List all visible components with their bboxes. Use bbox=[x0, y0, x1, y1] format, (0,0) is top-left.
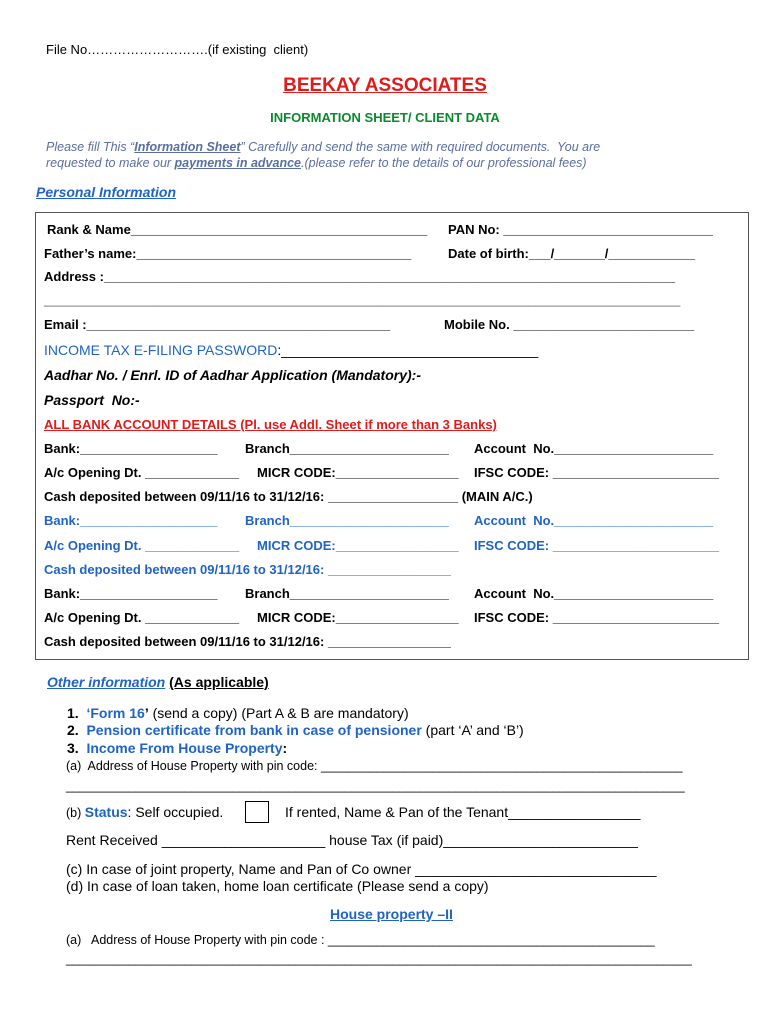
personal-info-heading: Personal Information bbox=[36, 184, 177, 200]
email-field[interactable]: Email :__________________________________________ bbox=[44, 317, 391, 332]
bank-2-ifsc-field[interactable]: IFSC CODE: _______________________ bbox=[474, 538, 720, 553]
bank-2-micr-field[interactable]: MICR CODE:_________________ bbox=[257, 538, 459, 553]
bank-3-account-field[interactable]: Account No.______________________ bbox=[474, 586, 714, 601]
house-property-2-heading: House property –II bbox=[330, 906, 453, 922]
bank-2-opening-field[interactable]: A/c Opening Dt. _____________ bbox=[44, 538, 240, 553]
list-item-form16: 1. ‘Form 16’ (send a copy) (Part A & B are mandatory) bbox=[67, 705, 409, 721]
bank-2-name-field[interactable]: Bank:___________________ bbox=[44, 513, 218, 528]
bank-2-account-field[interactable]: Account No.______________________ bbox=[474, 513, 714, 528]
intro-line-2: requested to make our payments in advance.(please refer to the details of our professional fees) bbox=[46, 156, 587, 170]
bank-1-branch-field[interactable]: Branch______________________ bbox=[245, 441, 449, 456]
house-property-address-field[interactable]: (a) Address of House Property with pin code: ____________________________________________________ bbox=[66, 759, 683, 773]
list-item-pension: 2. Pension certificate from bank in case of pensioner (part ‘A’ and ‘B’) bbox=[67, 722, 524, 738]
house-property-2-address-line-2[interactable]: __________________________________________________________________________________________ bbox=[66, 952, 692, 966]
bank-1-ifsc-field[interactable]: IFSC CODE: _______________________ bbox=[474, 465, 720, 480]
bank-2-cash-deposit-field[interactable]: Cash deposited between 09/11/16 to 31/12/16: _________________ bbox=[44, 562, 451, 577]
pan-field[interactable]: PAN No: _____________________________ bbox=[448, 222, 714, 237]
bank-3-cash-deposit-field[interactable]: Cash deposited between 09/11/16 to 31/12/16: _________________ bbox=[44, 634, 451, 649]
rank-name-field[interactable]: Rank & Name_________________________________________ bbox=[47, 222, 428, 237]
passport-label: Passport No:- bbox=[44, 392, 140, 408]
bank-1-name-field[interactable]: Bank:___________________ bbox=[44, 441, 218, 456]
date-of-birth-field[interactable]: Date of birth:___/_______/____________ bbox=[448, 246, 696, 261]
efiling-password-field[interactable]: INCOME TAX E-FILING PASSWORD:_________________________________ bbox=[44, 342, 539, 358]
bank-1-micr-field[interactable]: MICR CODE:_________________ bbox=[257, 465, 459, 480]
joint-property-field[interactable]: (c) In case of joint property, Name and Pan of Co owner _______________________________ bbox=[66, 861, 657, 877]
self-occupied-checkbox[interactable] bbox=[245, 801, 269, 823]
home-loan-label: (d) In case of loan taken, home loan certificate (Please send a copy) bbox=[66, 878, 489, 894]
house-property-2-address-field[interactable]: (a) Address of House Property with pin code : _______________________________________________ bbox=[66, 933, 655, 947]
father-name-field[interactable]: Father’s name:______________________________________ bbox=[44, 246, 412, 261]
bank-1-opening-field[interactable]: A/c Opening Dt. _____________ bbox=[44, 465, 240, 480]
status-label: (b) Status: Self occupied. bbox=[66, 804, 224, 820]
bank-2-branch-field[interactable]: Branch______________________ bbox=[245, 513, 449, 528]
address-field[interactable]: Address :_______________________________________________________________________________ bbox=[44, 269, 676, 284]
bank-1-account-field[interactable]: Account No.______________________ bbox=[474, 441, 714, 456]
intro-line-1: Please fill This “Information Sheet” Carefully and send the same with required documents. You are bbox=[46, 140, 601, 154]
aadhar-label: Aadhar No. / Enrl. ID of Aadhar Application (Mandatory):- bbox=[44, 367, 421, 383]
document-subtitle: INFORMATION SHEET/ CLIENT DATA bbox=[270, 110, 500, 125]
bank-details-heading: ALL BANK ACCOUNT DETAILS (Pl. use Addl. Sheet if more than 3 Banks) bbox=[44, 417, 497, 432]
bank-3-ifsc-field[interactable]: IFSC CODE: _______________________ bbox=[474, 610, 720, 625]
company-name: BEEKAY ASSOCIATES bbox=[283, 75, 487, 96]
rent-received-field[interactable]: Rent Received _____________________ house Tax (if paid)_________________________ bbox=[66, 832, 638, 848]
other-info-heading: Other information (As applicable) bbox=[47, 674, 269, 690]
house-property-address-line-2[interactable]: _________________________________________________________________________________________ bbox=[66, 779, 685, 793]
address-line-2[interactable]: ________________________________________________________________________________________ bbox=[44, 292, 681, 307]
bank-3-branch-field[interactable]: Branch______________________ bbox=[245, 586, 449, 601]
list-item-house-property: 3. Income From House Property: bbox=[67, 740, 288, 756]
tenant-details-field[interactable]: If rented, Name & Pan of the Tenant_________________ bbox=[285, 804, 641, 820]
bank-3-name-field[interactable]: Bank:___________________ bbox=[44, 586, 218, 601]
bank-3-opening-field[interactable]: A/c Opening Dt. _____________ bbox=[44, 610, 240, 625]
bank-1-cash-deposit-field[interactable]: Cash deposited between 09/11/16 to 31/12/16: __________________ (MAIN A/C.) bbox=[44, 489, 533, 504]
mobile-field[interactable]: Mobile No. _________________________ bbox=[444, 317, 695, 332]
file-number-field[interactable]: File No……………………….(if existing client) bbox=[46, 42, 309, 57]
bank-3-micr-field[interactable]: MICR CODE:_________________ bbox=[257, 610, 459, 625]
